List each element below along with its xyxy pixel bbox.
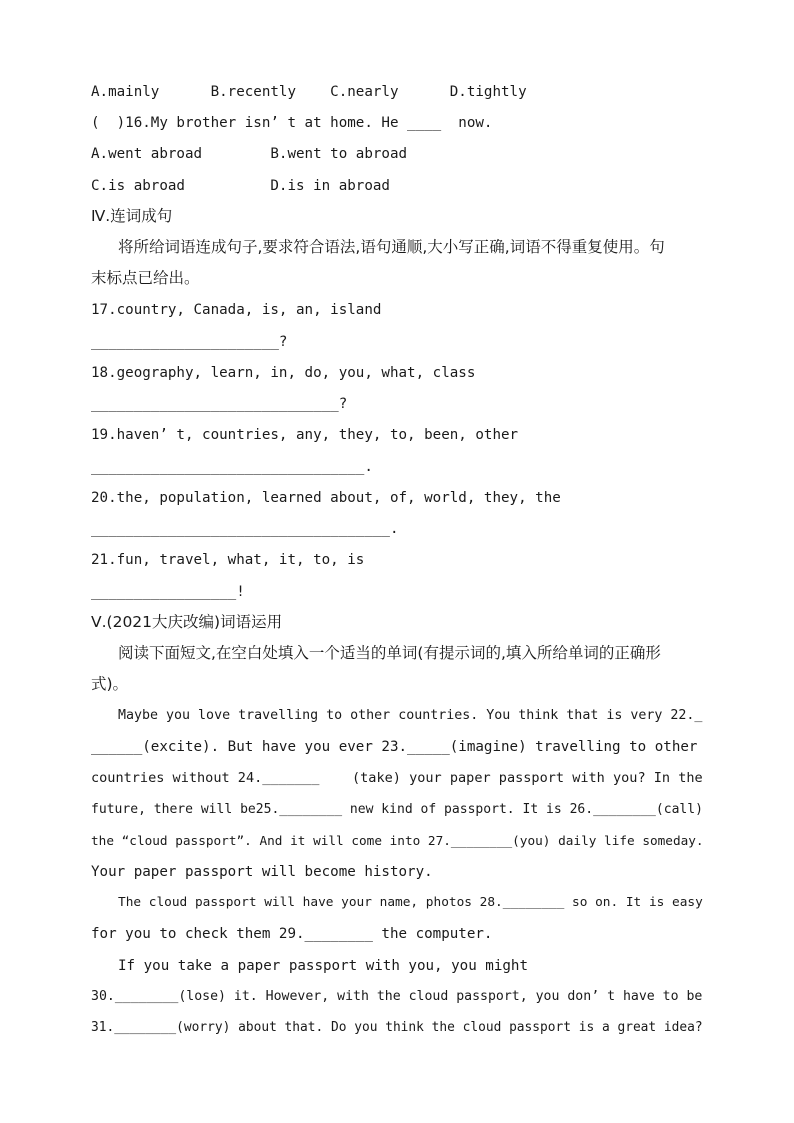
text-line: 20.the, population, learned about, of, world, they, the [91, 490, 561, 506]
text-line: Maybe you love travelling to other countries. You think that is very 22._ [118, 708, 703, 723]
text-line: 阅读下面短文,在空白处填入一个适当的单词(有提示词的,填入所给单词的正确形 [118, 644, 661, 662]
text-line: C.is abroad D.is in abroad [91, 178, 390, 194]
text-line: _________________! [91, 584, 245, 600]
text-line: 19.haven’ t, countries, any, they, to, been, other [91, 427, 519, 443]
text-line: ______(excite). But have you ever 23._____(imagine) travelling to other [91, 739, 698, 755]
text-line: A.mainly B.recently C.nearly D.tightly [91, 84, 527, 100]
text-line: 末标点已给出。 [91, 269, 200, 287]
text-line: 21.fun, travel, what, it, to, is [91, 552, 365, 568]
text-line: ______________________? [91, 334, 288, 350]
text-line: the “cloud passport”. And it will come into 27.________(you) daily life someday. [91, 833, 704, 848]
text-line: Ⅴ.(2021大庆改编)词语运用 [91, 613, 283, 631]
text-line: _____________________________? [91, 396, 348, 412]
text-line: If you take a paper passport with you, you might [118, 958, 528, 974]
text-line: 17.country, Canada, is, an, island [91, 302, 382, 318]
text-line: 18.geography, learn, in, do, you, what, class [91, 365, 476, 381]
text-line: The cloud passport will have your name, photos 28.________ so on. It is easy [118, 895, 703, 910]
text-line: ( )16.My brother isn’ t at home. He ____ now. [91, 115, 493, 131]
text-line: 式)。 [91, 675, 129, 693]
text-line: ________________________________. [91, 459, 373, 475]
text-line: ___________________________________. [91, 521, 399, 537]
text-line: Ⅳ.连词成句 [91, 207, 173, 225]
text-line: 30.________(lose) it. However, with the cloud passport, you don’ t have to be [91, 989, 703, 1004]
text-line: countries without 24._______ (take) your paper passport with you? In the [91, 770, 703, 786]
text-line: future, there will be25.________ new kind of passport. It is 26.________(call) [91, 802, 703, 817]
text-line: A.went abroad B.went to abroad [91, 146, 408, 162]
text-line: 将所给词语连成句子,要求符合语法,语句通顺,大小写正确,词语不得重复使用。句 [118, 238, 665, 256]
text-line: 31.________(worry) about that. Do you think the cloud passport is a great idea? [91, 1020, 703, 1035]
text-line: for you to check them 29.________ the computer. [91, 926, 493, 942]
text-line: Your paper passport will become history. [91, 864, 433, 880]
